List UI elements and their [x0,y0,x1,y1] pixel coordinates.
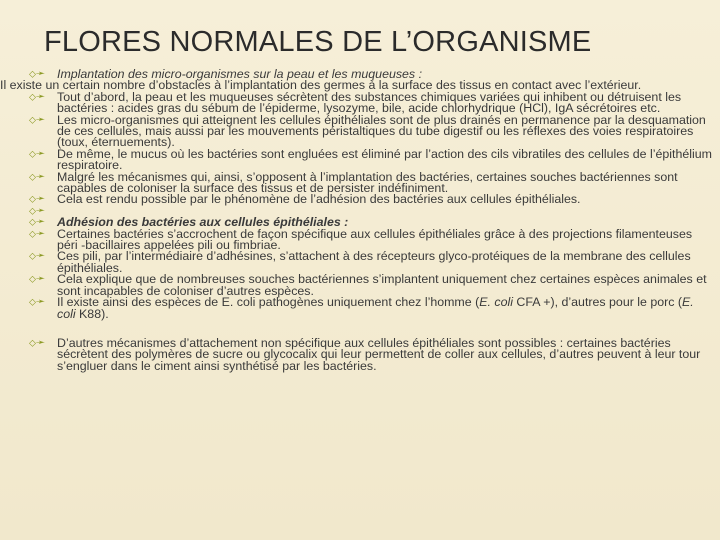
hollow-diamond-arrow-icon: ⬦➛ [29,171,46,183]
ecoli-italic-2: E. coli [57,295,694,321]
slide-body [0,69,712,372]
list-item-text: Cela explique que de nombreuses souches bactériennes s’implantent uniquement chez certaines espèces animales et sont incapables de coloniser d’autres espèces. [57,272,707,298]
list-item-text: Tout d’abord, la peau et les muqueuses sécrètent des substances chimiques variées qui inhibent ou détruisent les bactéries : acides gras du sébum de l’épiderme, lysozyme, bile, acide chlorhydrique (HCl), IgA sécrétoires etc. [57,89,682,116]
list-item-text: Ces pili, par l’intermédiaire d’adhésines, s’attachent à des récepteurs glyco-protéiques de la membrane des cellules épithéliales. [57,249,691,275]
hollow-diamond-arrow-icon: ⬦➛ [29,194,46,206]
section2-heading: Adhésion des bactéries aux cellules épithéliales : [57,215,349,230]
list-item [0,335,712,373]
hollow-diamond-arrow-icon: ⬦➛ [29,274,46,286]
list-item-text: De même, le mucus où les bactéries sont engluées est éliminé par l’action des cils vibratiles des cellules de l’épithélium respiratoire. [57,146,712,173]
hollow-diamond-arrow-icon: ⬦➛ [29,69,46,80]
section1-intro: Il existe un certain nombre d’obstacles à l’implantation des germes à la surface des tissus en contact avec l’extérieur. [0,78,642,93]
list-item [0,146,712,173]
list-item [0,274,712,297]
list-item [0,194,712,205]
list-item [0,251,712,274]
hollow-diamond-arrow-icon: ⬦➛ [29,251,46,263]
list-item [0,226,712,253]
section1-heading: Implantation des micro-organismes sur la peau et les muqueuses : [57,67,423,81]
list-item-text: Cela est rendu possible par le phénomène de l’adhésion des bactéries aux cellules épithéliales. [57,192,581,207]
hollow-diamond-arrow-icon: ⬦➛ [29,91,46,103]
hollow-diamond-arrow-icon: ⬦➛ [29,297,46,309]
list-item-text: D’autres mécanismes d’attachement non spécifique aux cellules épithéliales sont possibles : certaines bactéries sécrètent des polymères de sucre ou glycocalix qui leur permettent de coller aux cellules, d’autres peuvent à leur tour s’engluer dans le ciment ainsi synthétisé par les bactéries. [57,335,701,373]
list-item-text: Malgré les mécanismes qui, ainsi, s’opposent à l’implantation des bactéries, certaines souches bactériennes sont capables de coloniser la surface des tissus et de persister indéfiniment. [57,169,678,196]
ecoli-item-text [57,297,712,320]
ecoli-suffix: K88). [75,306,109,321]
list-item-text: Les micro-organismes qui atteignent les cellules épithéliales sont de plus drainés en permanence par la desquamation de ces cellules, mais aussi par les mouvements péristaltiques du tube digestif ou les réflexes des voies respiratoires (toux, éternuements). [57,112,706,150]
list-item [0,112,712,150]
ecoli-prefix: Il existe ainsi des espèces de E. coli pathogènes uniquement chez l’homme ( [57,295,480,310]
list-item [0,169,712,196]
hollow-diamond-arrow-icon: ⬦➛ [29,228,46,240]
hollow-diamond-arrow-icon: ⬦➛ [29,148,46,160]
page-title: FLORES NORMALES DE L’ORGANISME [44,26,592,58]
ecoli-middle: CFA +), d’autres pour le porc ( [512,295,683,310]
hollow-diamond-arrow-icon: ⬦➛ [29,205,46,217]
ecoli-italic-1: E. coli [479,295,513,310]
hollow-diamond-arrow-icon: ⬦➛ [29,114,46,126]
list-item-text: Certaines bactéries s’accrochent de façon spécifique aux cellules épithéliales grâce à des projections filamenteuses péri -bacillaires appelées pili ou fimbriae. [57,226,693,253]
list-item [0,297,712,320]
list-item [0,89,712,116]
hollow-diamond-arrow-icon: ⬦➛ [29,337,46,349]
hollow-diamond-arrow-icon: ⬦➛ [29,217,46,229]
